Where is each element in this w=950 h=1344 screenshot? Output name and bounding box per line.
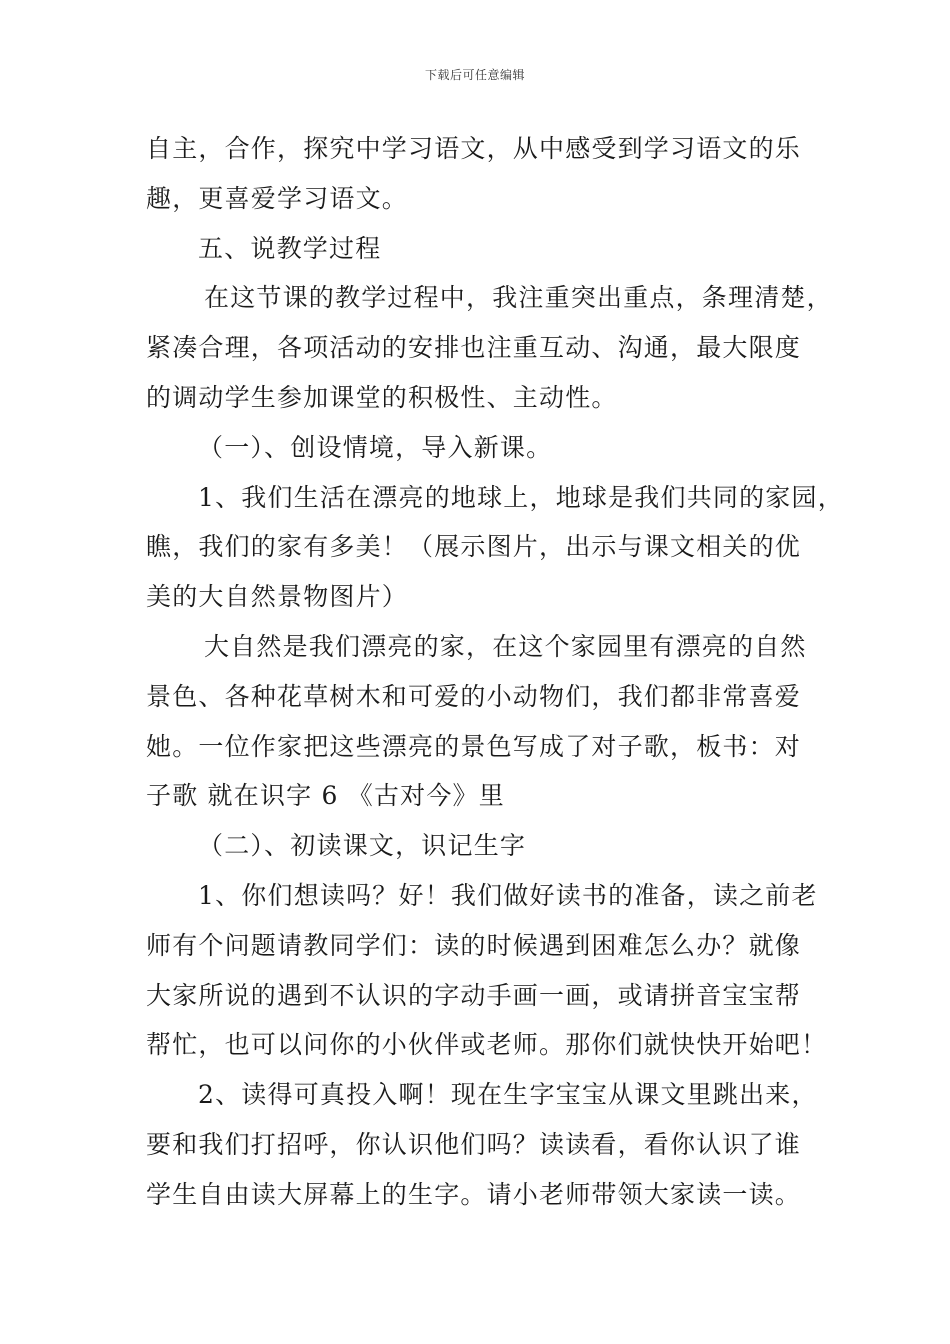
text-line: 美的大自然景物图片） bbox=[146, 582, 409, 612]
text-line: 子歌 就在识字 6 《古对今》里 bbox=[146, 781, 505, 811]
text-line: 要和我们打招呼，你认识他们吗？读读看，看你认识了谁 bbox=[146, 1129, 802, 1159]
text-line: 的调动学生参加课堂的积极性、主动性。 bbox=[146, 382, 618, 412]
text-line: 景色、各种花草树木和可爱的小动物们，我们都非常喜爱 bbox=[146, 681, 802, 711]
text-line: 2、读得可真投入啊！现在生字宝宝从课文里跳出来， bbox=[198, 1080, 818, 1110]
text-line: 1、你们想读吗？好！我们做好读书的准备，读之前老 bbox=[198, 880, 818, 910]
text-line: 帮忙，也可以问你的小伙伴或老师。那你们就快快开始吧！ bbox=[146, 1030, 828, 1060]
text-line: 她。一位作家把这些漂亮的景色写成了对子歌，板书：对 bbox=[146, 731, 802, 761]
text-line: 紧凑合理，各项活动的安排也注重互动、沟通，最大限度 bbox=[146, 333, 802, 363]
text-line: 趣，更喜爱学习语文。 bbox=[146, 183, 409, 213]
text-line: 大自然是我们漂亮的家，在这个家园里有漂亮的自然 bbox=[204, 631, 807, 661]
text-line: 师有个问题请教同学们：读的时候遇到困难怎么办？就像 bbox=[146, 930, 802, 960]
text-line: 大家所说的遇到不认识的字动手画一画，或请拼音宝宝帮 bbox=[146, 980, 802, 1010]
text-line: 在这节课的教学过程中，我注重突出重点，条理清楚， bbox=[204, 283, 833, 313]
text-line: 自主，合作，探究中学习语文，从中感受到学习语文的乐 bbox=[146, 134, 802, 163]
text-line: 学生自由读大屏幕上的生字。请小老师带领大家读一读。 bbox=[146, 1179, 802, 1209]
text-line: 瞧，我们的家有多美！（展示图片，出示与课文相关的优 bbox=[146, 532, 802, 562]
document-body bbox=[146, 124, 844, 1220]
text-line: 1、我们生活在漂亮的地球上，地球是我们共同的家园， bbox=[198, 482, 844, 512]
section-heading: 五、说教学过程 bbox=[198, 233, 382, 263]
section-heading: （二）、初读课文，识记生字 bbox=[198, 831, 527, 861]
section-heading: （一）、创设情境，导入新课。 bbox=[198, 432, 553, 462]
page-header: 下载后可任意编辑 bbox=[424, 68, 525, 82]
